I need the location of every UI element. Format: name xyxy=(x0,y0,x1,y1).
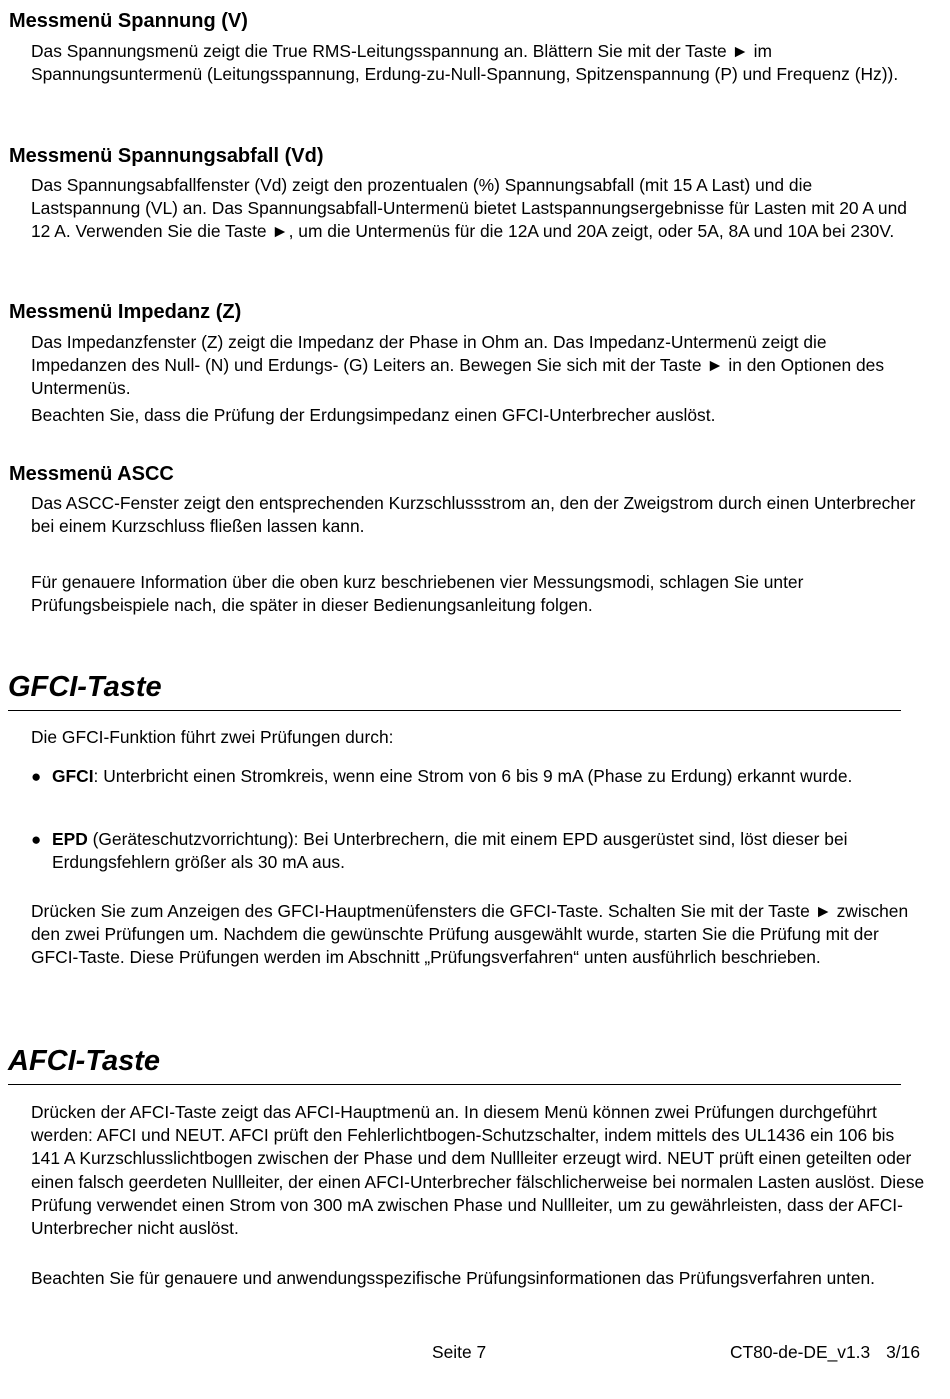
paragraph-ascc-1: Das ASCC-Fenster zeigt den entsprechenden Kurzschlussstrom an, den der Zweigstrom durch einen Unterbrecher bei einem Kurzschluss fließen lassen kann. xyxy=(31,493,916,537)
list-item xyxy=(31,828,926,874)
bullet-text: (Geräteschutzvorrichtung): Bei Unterbrechern, die mit einem EPD ausgerüstet sind, löst dieser bei Erdungsfehlern größer als 30 mA aus. xyxy=(52,829,848,873)
paragraph-impedanz-1: Das Impedanzfenster (Z) zeigt die Impedanz der Phase in Ohm an. Das Impedanz-Untermenü zeigt die Impedanzen des Null- (N) und Erdungs- (G) Leiters an. Bewegen Sie sich mit der Taste ► in den Optionen des Untermenüs. xyxy=(31,332,885,399)
paragraph-gfci-intro: Die GFCI-Funktion führt zwei Prüfungen durch: xyxy=(31,727,394,747)
bullet-term: EPD xyxy=(52,829,88,849)
paragraph-gfci: Drücken Sie zum Anzeigen des GFCI-Hauptmenüfensters die GFCI-Taste. Schalten Sie mit der Taste ► zwischen den zwei Prüfungen um. Nachdem die gewünschte Prüfung ausgewählt wurde, starten Sie die Prüfung mit der GFCI-Taste. Diese Prüfungen werden im Abschnitt „Prüfungsverfahren“ unten ausführlich beschrieben. xyxy=(31,901,909,968)
document-id xyxy=(730,1341,920,1364)
paragraph-afci-1: Drücken der AFCI-Taste zeigt das AFCI-Hauptmenü an. In diesem Menü können zwei Prüfungen durchgeführt werden: AFCI und NEUT. AFCI prüft den Fehlerlichtbogen-Schutzschalter, indem mittels des UL1436 ein 106 bis 141 A Kurzschlusslichtbogen zwischen der Phase und dem Nullleiter erzeugt wird. NEUT prüft einen geteilten oder einen falsch geerdeten Nullleiter, der einen AFCI-Unterbrecher fälschlicherweise bei normalen Lasten auslöst. Diese Prüfung verwendet einen Strom von 300 mA zwischen Phase und Nullleiter, um zu gewährleisten, dass der AFCI-Unterbrecher nicht auslöst. xyxy=(31,1102,925,1239)
paragraph-ascc-2: Für genauere Information über die oben kurz beschriebenen vier Messungsmodi, schlagen Sie unter Prüfungsbeispiele nach, die später in dieser Bedienungsanleitung folgen. xyxy=(31,572,804,616)
document-version: CT80-de-DE_v1.3 xyxy=(729,1342,871,1362)
heading-spannungsabfall: Messmenü Spannungsabfall (Vd) xyxy=(9,145,324,167)
bullet-text: : Unterbricht einen Stromkreis, wenn eine Strom von 6 bis 9 mA (Phase zu Erdung) erkannt wurde. xyxy=(93,766,853,786)
paragraph-spannungsabfall: Das Spannungsabfallfenster (Vd) zeigt den prozentualen (%) Spannungsabfall (mit 15 A Last) und die Lastspannung (VL) an. Das Spannungsabfall-Untermenü bietet Lastspannungsergebnisse für Lasten mit 20 A und 12 A. Verwenden Sie die Taste ►, um die Untermenüs für die 12A und 20A zeigt, oder 5A, 8A und 10A bei 230V. xyxy=(31,175,907,242)
bullet-term: GFCI xyxy=(52,766,94,786)
bullet-icon: ● xyxy=(31,767,42,786)
heading-ascc: Messmenü ASCC xyxy=(9,463,174,485)
heading-impedanz: Messmenü Impedanz (Z) xyxy=(9,301,242,323)
heading-afci: AFCI-Taste xyxy=(8,1044,901,1085)
page-number: Seite 7 xyxy=(432,1342,487,1362)
heading-spannung: Messmenü Spannung (V) xyxy=(9,10,248,32)
paragraph-impedanz-2: Beachten Sie, dass die Prüfung der Erdungsimpedanz einen GFCI-Unterbrecher auslöst. xyxy=(31,405,716,425)
list-item xyxy=(31,765,926,788)
paragraph-spannung: Das Spannungsmenü zeigt die True RMS-Leitungsspannung an. Blättern Sie mit der Taste ► im Spannungsuntermenü (Leitungsspannung, Erdung-zu-Null-Spannung, Spitzenspannung (P) und Frequenz (Hz)). xyxy=(31,41,899,85)
paragraph-afci-2: Beachten Sie für genauere und anwendungsspezifische Prüfungsinformationen das Prüfungsverfahren unten. xyxy=(31,1268,876,1288)
page-count: 3/16 xyxy=(886,1342,920,1362)
heading-gfci: GFCI-Taste xyxy=(8,670,901,711)
bullet-icon: ● xyxy=(31,830,42,849)
